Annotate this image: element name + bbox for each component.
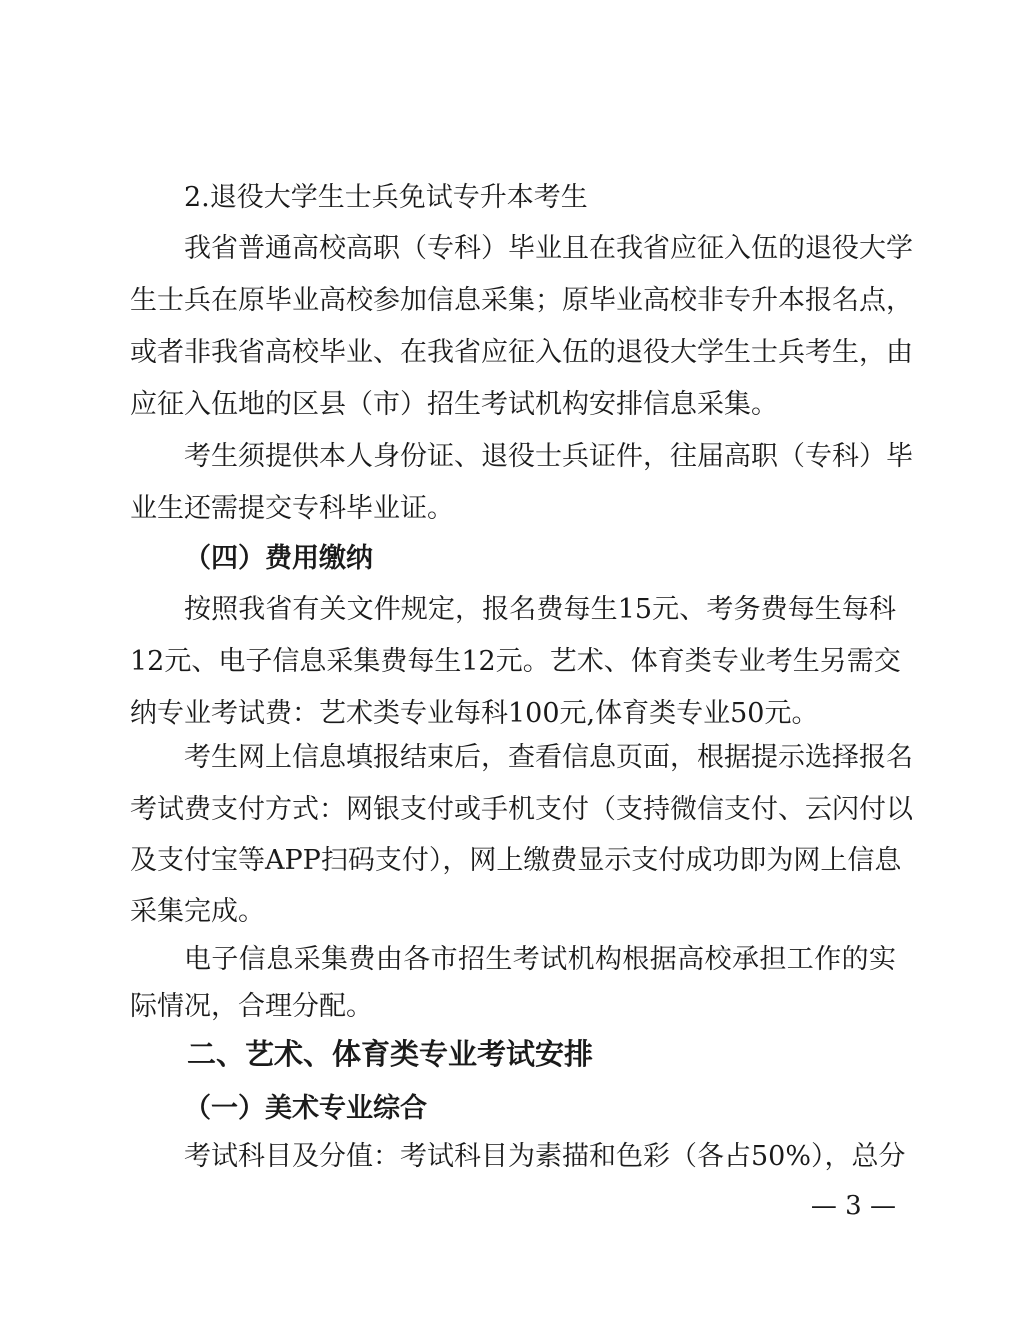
paragraph-line: 考试费支付方式：网银支付或手机支付（支持微信支付、云闪付以 <box>130 794 913 825</box>
paragraph-line: 采集完成。 <box>130 896 265 927</box>
paragraph-line: 或者非我省高校毕业、在我省应征入伍的退役大学生士兵考生，由 <box>130 337 913 368</box>
paragraph-line: 纳专业考试费：艺术类专业每科100元,体育类专业50元。 <box>130 698 819 729</box>
paragraph-line: 我省普通高校高职（专科）毕业且在我省应征入伍的退役大学 <box>184 233 913 264</box>
paragraph-line: 考生网上信息填报结束后，查看信息页面，根据提示选择报名 <box>184 742 913 773</box>
paragraph-line: 际情况，合理分配。 <box>130 991 373 1022</box>
paragraph-line: 按照我省有关文件规定，报名费每生15元、考务费每生每科 <box>184 594 896 625</box>
paragraph-line: 12元、电子信息采集费每生12元。艺术、体育类专业考生另需交 <box>130 646 901 677</box>
section-heading: （一）美术专业综合 <box>184 1093 427 1124</box>
page-number: — 3 — <box>810 1191 896 1221</box>
paragraph-line: 考生须提供本人身份证、退役士兵证件，往届高职（专科）毕 <box>184 441 913 472</box>
paragraph-line: 业生还需提交专科毕业证。 <box>130 493 454 524</box>
paragraph-line: 考试科目及分值：考试科目为素描和色彩（各占50%），总分 <box>184 1141 906 1172</box>
paragraph-line: 及支付宝等APP扫码支付），网上缴费显示支付成功即为网上信息 <box>130 845 902 876</box>
section-heading: （四）费用缴纳 <box>184 543 373 574</box>
paragraph-line: 生士兵在原毕业高校参加信息采集；原毕业高校非专升本报名点， <box>130 285 913 316</box>
paragraph-line: 电子信息采集费由各市招生考试机构根据高校承担工作的实 <box>184 944 896 975</box>
paragraph-line: 应征入伍地的区县（市）招生考试机构安排信息采集。 <box>130 389 778 420</box>
subsection-heading: 2.退役大学生士兵免试专升本考生 <box>184 182 588 213</box>
chapter-heading: 二、艺术、体育类专业考试安排 <box>187 1037 594 1071</box>
